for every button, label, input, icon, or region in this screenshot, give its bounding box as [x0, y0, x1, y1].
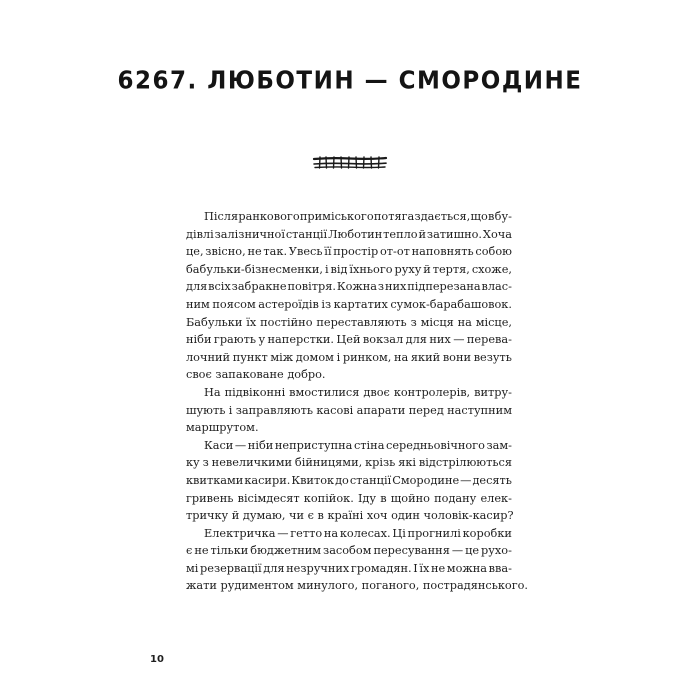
word: не — [247, 245, 262, 259]
word: на — [394, 350, 409, 364]
word: грають — [213, 333, 257, 347]
word: вони — [442, 350, 472, 364]
word: потяга — [373, 210, 415, 223]
word: ним — [186, 297, 210, 311]
word: громадян. — [350, 561, 412, 575]
word: — — [460, 473, 472, 487]
word: що — [470, 210, 488, 223]
word: звісно, — [205, 245, 246, 259]
word: станції — [285, 227, 328, 241]
word: от-от — [379, 245, 410, 259]
word: елек- — [480, 491, 512, 505]
word: Каси — [204, 438, 234, 452]
word: тільки — [210, 544, 249, 558]
text-line — [186, 472, 512, 490]
railway-track-icon — [312, 150, 388, 174]
text-line — [186, 437, 512, 455]
text-line — [186, 314, 512, 332]
word: простір — [333, 245, 379, 259]
word: зам- — [486, 438, 512, 452]
word: прогнилі — [407, 526, 461, 540]
word: місце, — [475, 315, 512, 329]
paragraph — [186, 208, 512, 384]
paragraph — [186, 525, 529, 595]
word: мі — [186, 561, 199, 575]
text-line: своє запаковане добро. — [186, 368, 326, 382]
word: бійницями, — [294, 456, 363, 470]
word: щойно — [390, 491, 430, 505]
text-line — [186, 454, 512, 472]
word: Після — [204, 210, 239, 223]
word: витру- — [474, 385, 512, 399]
chapter-title: 6267. ЛЮБОТИН — СМОРОДИНЕ — [117, 66, 583, 96]
text-line: маршрутом. — [186, 421, 259, 435]
word: резервації — [200, 561, 262, 575]
word: які — [398, 456, 417, 470]
word: колесах. — [339, 526, 391, 540]
word: Люботин — [328, 227, 383, 241]
text-line — [186, 331, 512, 349]
word: місця — [420, 315, 454, 329]
word: є — [186, 544, 193, 558]
text-line — [186, 296, 512, 314]
word: ранкового — [238, 210, 300, 223]
word: Іду — [357, 491, 377, 505]
word: бюджетним — [250, 544, 322, 558]
word: можна — [446, 561, 488, 575]
word: — — [234, 438, 247, 452]
word: вва- — [488, 561, 512, 575]
text-line — [186, 560, 512, 578]
word: який — [410, 350, 441, 364]
word: астероїдів — [258, 297, 319, 311]
word: поясом — [212, 297, 256, 311]
word: собою — [475, 245, 512, 259]
word: схоже, — [471, 262, 512, 276]
word: й — [418, 227, 427, 241]
word: — — [277, 526, 289, 540]
word: невеличкими — [211, 456, 293, 470]
word: картатих — [333, 297, 388, 311]
text-line — [186, 490, 512, 508]
text-line — [186, 208, 512, 226]
word: лочний — [186, 350, 231, 364]
word: двоє — [363, 385, 390, 399]
word: перева- — [466, 333, 512, 347]
word: На — [204, 385, 221, 399]
word: — — [451, 544, 464, 558]
word: заправляють — [235, 403, 313, 417]
word: не — [194, 544, 209, 558]
word: дівлі — [186, 227, 214, 241]
word: влас- — [481, 280, 512, 294]
word: їх — [419, 561, 430, 575]
word: Електричка — [204, 526, 276, 540]
text-line — [186, 349, 512, 367]
word: їх — [246, 315, 257, 329]
word: її — [324, 245, 332, 259]
word: з — [202, 456, 209, 470]
word: них — [429, 333, 451, 347]
word: забракне — [231, 280, 287, 294]
word: перед — [408, 403, 444, 417]
word: для — [263, 561, 285, 575]
paragraph — [186, 384, 512, 437]
word: контролерів, — [393, 385, 471, 399]
word: так. — [263, 245, 288, 259]
word: всіх — [208, 280, 231, 294]
word: крізь — [365, 456, 396, 470]
word: від — [330, 262, 348, 276]
word: засобом — [323, 544, 372, 558]
word: вмостилися — [289, 385, 360, 399]
word: сумок-барабашовок. — [390, 297, 512, 311]
word: наступним — [447, 403, 512, 417]
word: Кожна — [336, 280, 378, 294]
word: стіна — [353, 438, 385, 452]
word: шують — [186, 403, 226, 417]
word: неприступна — [274, 438, 353, 452]
word: гривень — [186, 491, 234, 505]
word: незручних — [286, 561, 350, 575]
text-line — [186, 261, 512, 279]
paragraph — [186, 437, 512, 525]
word: ніби — [247, 438, 274, 452]
word: Увесь — [288, 245, 323, 259]
text-line — [186, 525, 512, 543]
word: пункт — [232, 350, 268, 364]
word: подану — [434, 491, 477, 505]
word: руху — [394, 262, 422, 276]
word: здається, — [414, 210, 471, 223]
word: це — [465, 544, 480, 558]
word: вісімдесят — [237, 491, 300, 505]
word: коробки — [462, 526, 512, 540]
word: для — [186, 280, 208, 294]
word: в — [380, 491, 387, 505]
word: десять — [472, 473, 512, 487]
word: Бабульки — [186, 315, 243, 329]
text-line — [186, 402, 512, 420]
text-line: жати рудиментом минулого, поганого, пострадянського. — [186, 579, 529, 593]
word: касові — [316, 403, 354, 417]
word: у — [258, 333, 266, 347]
word: і — [324, 262, 329, 276]
word: і — [336, 350, 341, 364]
word: постійно — [260, 315, 313, 329]
word: ку — [186, 456, 200, 470]
word: це, — [186, 245, 204, 259]
body-text — [186, 208, 529, 595]
text-line — [186, 226, 512, 244]
text-line: тричку й думаю, чи є в країні хоч один чоловік-касир? — [186, 509, 514, 523]
text-line — [186, 542, 512, 560]
word: в — [488, 210, 495, 223]
text-line — [186, 243, 512, 261]
word: Смородине — [392, 473, 460, 487]
word: підвіконні — [224, 385, 286, 399]
word: везуть — [473, 350, 512, 364]
word: станції — [349, 473, 392, 487]
text-line — [186, 278, 512, 296]
word: і — [228, 403, 233, 417]
word: відстрілюються — [418, 456, 512, 470]
word: з — [377, 280, 385, 294]
word: до — [335, 473, 349, 487]
word: Хоча — [482, 227, 512, 241]
word: — — [453, 333, 465, 347]
word: апарати — [356, 403, 406, 417]
page-number: 10 — [150, 654, 164, 665]
word: гетто — [290, 526, 323, 540]
word: ніби — [186, 333, 212, 347]
word: них — [384, 280, 407, 294]
word: Квиток — [291, 473, 335, 487]
word: тертя, — [432, 262, 470, 276]
word: копійок. — [303, 491, 354, 505]
word: для — [405, 333, 427, 347]
word: середньовічного — [386, 438, 485, 452]
word: їхнього — [349, 262, 393, 276]
word: із — [321, 297, 332, 311]
text-line — [186, 384, 512, 402]
word: ринком, — [342, 350, 392, 364]
word: підперезана — [407, 280, 481, 294]
word: наперстки. — [267, 333, 334, 347]
word: на — [323, 526, 339, 540]
word: бабульки-бізнесменки, — [186, 262, 324, 276]
word: пересування — [373, 544, 450, 558]
word: рухо- — [481, 544, 512, 558]
word: й — [423, 262, 431, 276]
word: тепло — [383, 227, 418, 241]
word: залізничної — [214, 227, 285, 241]
word: затишно. — [426, 227, 483, 241]
word: бу- — [494, 210, 512, 223]
word: Цей — [336, 333, 361, 347]
word: з — [410, 315, 417, 329]
word: І — [413, 561, 418, 575]
word: вокзал — [362, 333, 404, 347]
word: домом — [295, 350, 334, 364]
word: квитками — [186, 473, 244, 487]
word: касири. — [244, 473, 291, 487]
word: повітря. — [287, 280, 336, 294]
word: Ці — [392, 526, 406, 540]
word: наповнять — [411, 245, 474, 259]
word: переставляють — [316, 315, 407, 329]
word: між — [270, 350, 294, 364]
word: на — [457, 315, 472, 329]
word: не — [430, 561, 446, 575]
word: приміського — [299, 210, 374, 223]
